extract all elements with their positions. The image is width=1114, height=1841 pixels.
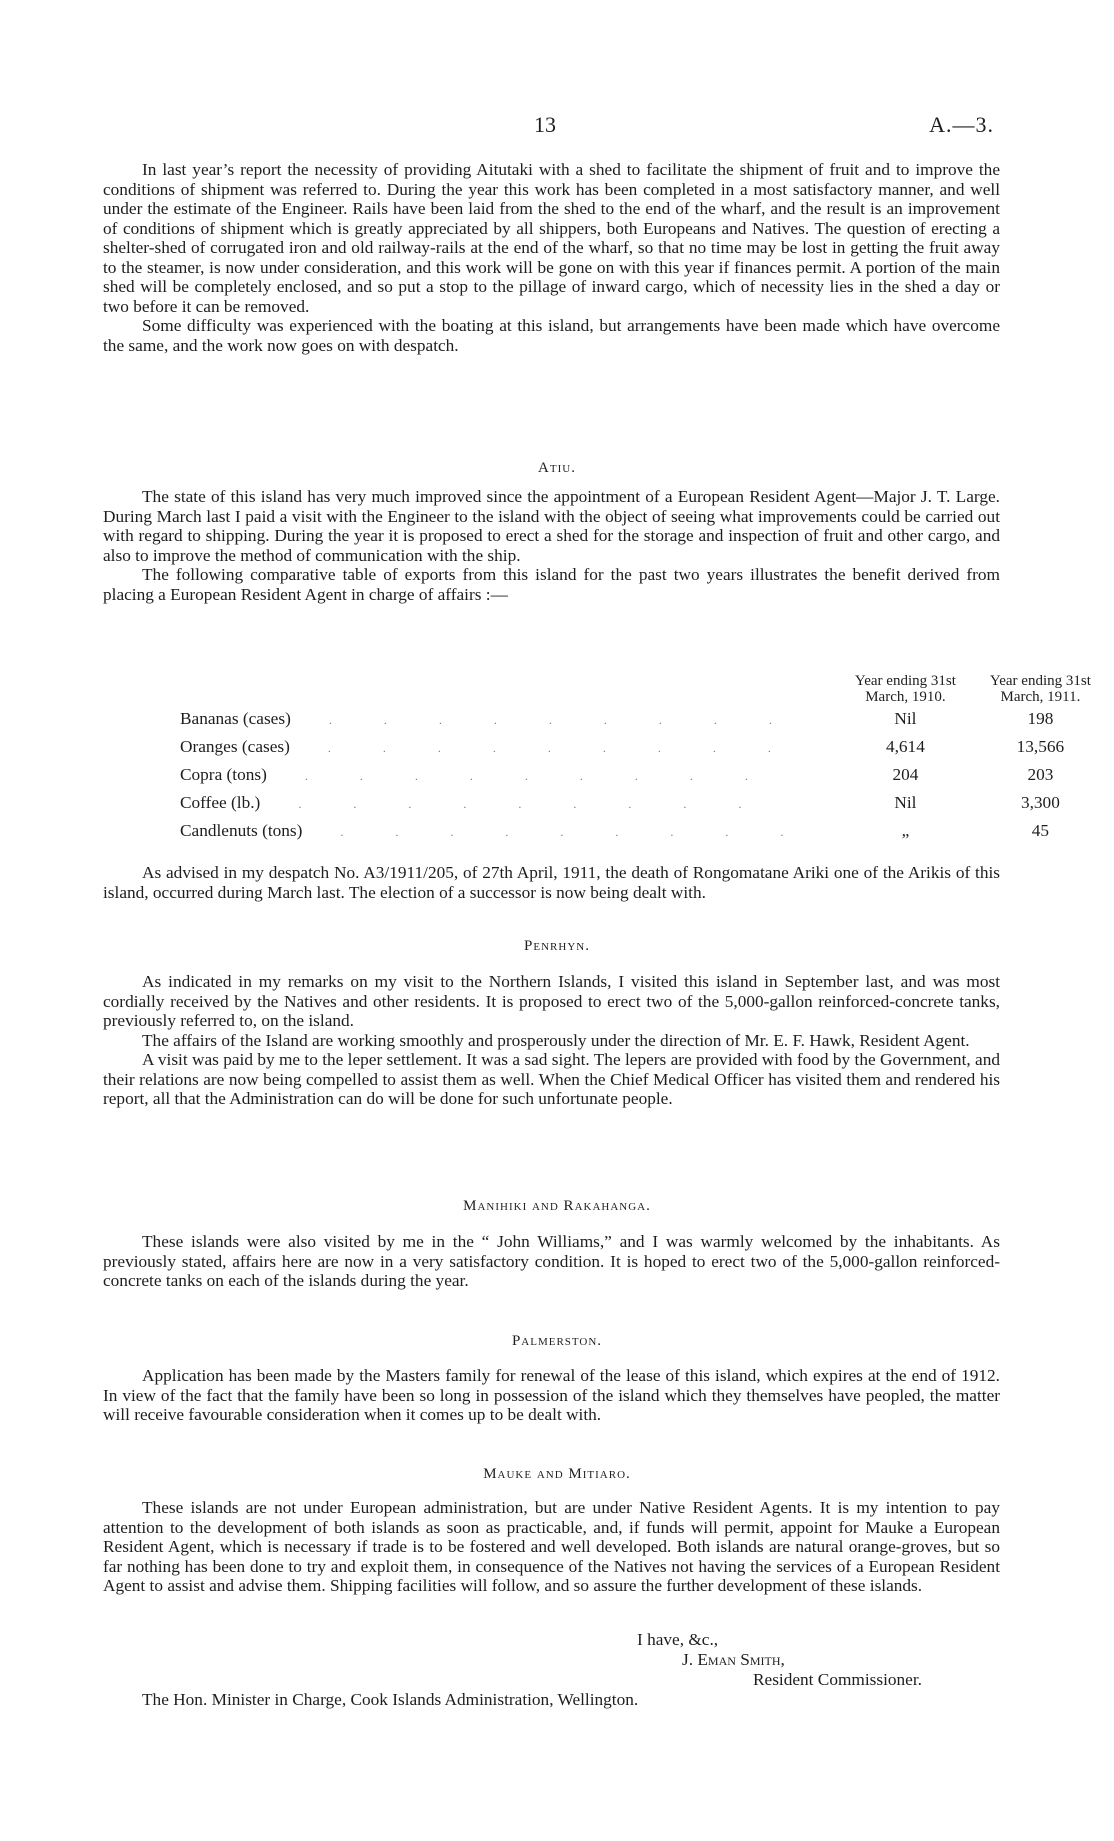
atiu-section <box>103 487 1000 604</box>
exports-table <box>180 645 1105 845</box>
row-label: Bananas (cases) <box>180 709 291 728</box>
manihiki-section <box>103 1232 1000 1291</box>
atiu-after-table <box>103 863 1000 902</box>
row-label: Copra (tons) <box>180 765 267 784</box>
value-1910: „ <box>901 821 910 840</box>
table-row: Candlenuts (tons) ......... „ 45 <box>180 817 1105 845</box>
heading-penrhyn: Penrhyn. <box>524 938 590 954</box>
page-number: 13 <box>534 112 556 137</box>
value-1911: 3,300 <box>1020 793 1060 812</box>
closing: I have, &c., <box>637 1630 719 1649</box>
heading-atiu: Atiu. <box>538 460 576 476</box>
paragraph: These islands are not under European administration, but are under Native Resident Agents. It is my intention to pay attention to the development of both islands as soon as practicable, and, if funds will permit, appoint for Mauke a European Resident Agent, which is necessary if trade is to be fostered and well developed. Both islands are natural orange-groves, but so far nothing has been done to try and exploit them, in consequence of the Natives not having the services of a European Resident Agent to assist and advise them. Shipping facilities will follow, and so assure the further development of these islands. <box>103 1498 1000 1595</box>
signatory-title: Resident Commissioner. <box>753 1670 922 1689</box>
paragraph: Some difficulty was experienced with the boating at this island, but arrangements have been made which have overcome the same, and the work now goes on with despatch. <box>103 316 1000 355</box>
paragraph: The state of this island has very much improved since the appointment of a European Resident Agent—Major J. T. Large. During March last I paid a visit with the Engineer to the island with the object of seeing what improvements could be carried out with regard to shipping. During the year it is proposed to erect a shed for the storage and inspection of fruit and other cargo, and also to improve the method of communication with the ship. <box>103 487 1000 565</box>
document-reference: A.—3. <box>929 112 994 137</box>
column-header-1911: Year ending 31st March, 1911. <box>989 673 1091 705</box>
value-1910: Nil <box>894 709 917 728</box>
heading-manihiki: Manihiki and Rakahanga. <box>463 1198 651 1214</box>
aitutaki-section <box>103 160 1000 355</box>
addressee: The Hon. Minister in Charge, Cook Islands Administration, Wellington. <box>142 1690 639 1709</box>
value-1911: 203 <box>1027 765 1054 784</box>
value-1911: 13,566 <box>1016 737 1065 756</box>
value-1911: 45 <box>1031 821 1050 840</box>
signatory-name: J. Eman Smith, <box>682 1650 785 1669</box>
row-label: Coffee (lb.) <box>180 793 261 812</box>
penrhyn-section <box>103 972 1000 1109</box>
paragraph: The affairs of the Island are working smoothly and prosperously under the direction of Mr. E. F. Hawk, Resident Agent. <box>142 1030 970 1050</box>
table-row: Bananas (cases) ......... Nil 198 <box>180 705 1105 733</box>
table-row: Copra (tons) ......... 204 203 <box>180 761 1105 789</box>
row-label: Oranges (cases) <box>180 737 290 756</box>
table-row: Coffee (lb.) ......... Nil 3,300 <box>180 789 1105 817</box>
paragraph: The following comparative table of exports from this island for the past two years illustrates the benefit derived from placing a European Resident Agent in charge of affairs :— <box>103 565 1000 604</box>
palmerston-section <box>103 1366 1000 1425</box>
row-label: Candlenuts (tons) <box>180 821 303 840</box>
paragraph: As advised in my despatch No. A3/1911/205, of 27th April, 1911, the death of Rongomatane Ariki one of the Arikis of this island, occurred during March last. The election of a successor is now being dealt with. <box>103 863 1000 902</box>
paragraph: Application has been made by the Masters family for renewal of the lease of this island, which expires at the end of 1912. In view of the fact that the family have been so long in possession of the island which they themselves have peopled, the matter will receive favourable consideration when it comes up to be dealt with. <box>103 1366 1000 1424</box>
value-1910: Nil <box>894 793 917 812</box>
paragraph: In last year’s report the necessity of providing Aitutaki with a shed to facilitate the shipment of fruit and to improve the conditions of shipment was referred to. During the year this work has been completed in a most satisfactory manner, and well under the estimate of the Engineer. Rails have been laid from the shed to the end of the wharf, and the result is an improvement of conditions of shipment which is greatly appreciated by all shippers, both Europeans and Natives. The question of erecting a shelter-shed of corrugated iron and old railway-rails at the end of the wharf, so that no time may be lost in getting the fruit away to the steamer, is now under consideration, and this work will be gone on with this year if finances permit. A portion of the main shed will be completely enclosed, and so put a stop to the pillage of inward cargo, which of necessity lies in the shed a day or two before it can be removed. <box>103 160 1000 316</box>
value-1910: 4,614 <box>885 737 925 756</box>
heading-palmerston: Palmerston. <box>511 1333 603 1349</box>
paragraph: A visit was paid by me to the leper settlement. It was a sad sight. The lepers are provided with food by the Government, and their relations are now being compelled to assist them as well. When the Chief Medical Officer has visited them and rendered his report, all that the Administration can do will be done for such unfortunate people. <box>103 1050 1000 1108</box>
paragraph: As indicated in my remarks on my visit to the Northern Islands, I visited this island in September last, and was most cordially received by the Natives and other residents. It is proposed to erect two of the 5,000-gallon reinforced-concrete tanks, previously referred to, on the island. <box>103 972 1000 1030</box>
column-header-1910: Year ending 31st March, 1910. <box>854 673 956 705</box>
heading-mauke: Mauke and Mitiaro. <box>483 1466 631 1482</box>
table-row: Oranges (cases) ......... 4,614 13,566 <box>180 733 1105 761</box>
value-1911: 198 <box>1027 709 1054 728</box>
mauke-section <box>103 1498 1000 1596</box>
value-1910: 204 <box>892 765 919 784</box>
paragraph: These islands were also visited by me in the “ John Williams,” and I was warmly welcomed by the inhabitants. As previously stated, affairs here are now in a very satisfactory condition. It is hoped to erect two of the 5,000-gallon reinforced-concrete tanks on each of the islands during the year. <box>103 1232 1000 1290</box>
